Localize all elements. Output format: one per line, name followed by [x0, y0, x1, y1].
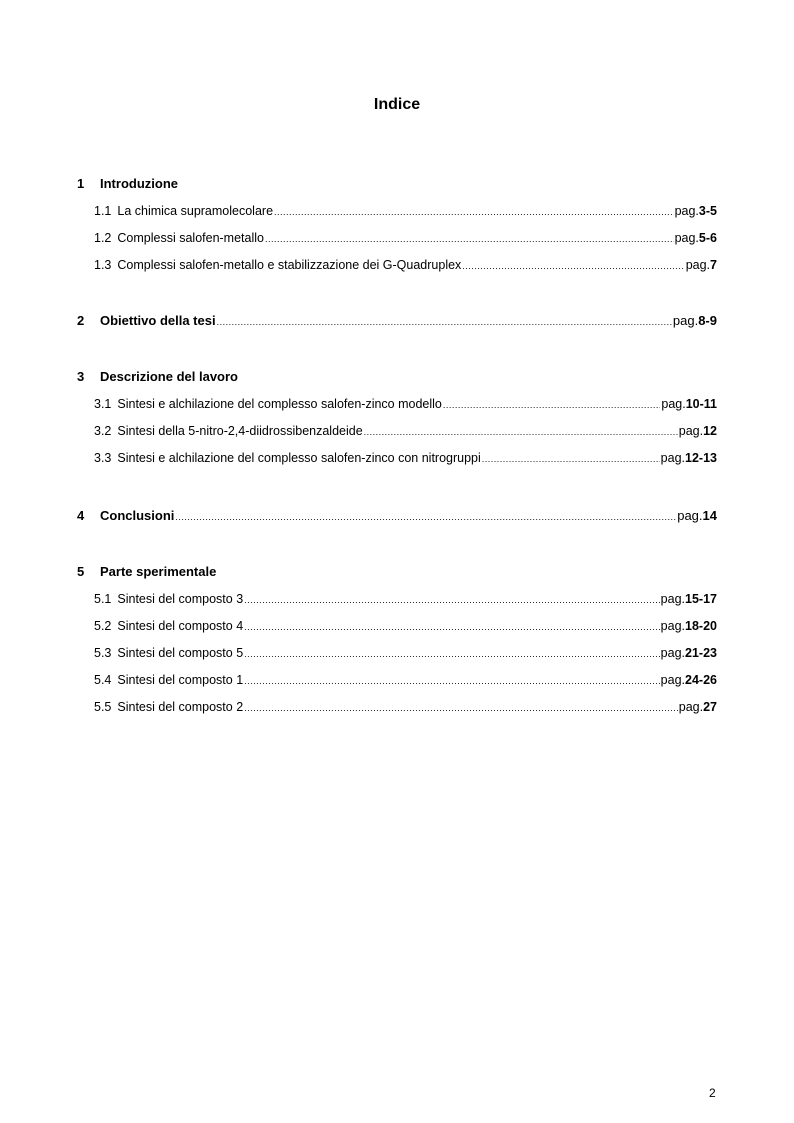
entry-label: La chimica supramolecolare [117, 204, 274, 218]
dot-leader [443, 400, 661, 410]
dot-leader [175, 512, 676, 522]
toc-entry-1-1[interactable] [94, 204, 717, 222]
entry-page-ref: pag.27 [678, 700, 717, 714]
entry-number: 5.1 [94, 592, 112, 606]
entry-label: Complessi salofen-metallo [117, 231, 264, 245]
toc-chapter-4[interactable] [77, 508, 717, 526]
dot-leader [217, 317, 672, 327]
dot-leader [364, 427, 678, 437]
entry-label: Sintesi del composto 4 [117, 619, 244, 633]
toc-entry-5-3[interactable] [94, 646, 717, 664]
toc-entry-3-1[interactable] [94, 397, 717, 415]
chapter-title: Introduzione [100, 176, 178, 191]
entry-page-ref: pag.12 [678, 424, 717, 438]
toc-entry-5-2[interactable] [94, 619, 717, 637]
entry-page-ref: pag.7 [685, 258, 717, 272]
chapter-title: Descrizione del lavoro [100, 369, 238, 384]
chapter-number: 3 [77, 369, 85, 384]
entry-number: 1.3 [94, 258, 112, 272]
dot-leader [274, 207, 674, 217]
toc-entry-5-5[interactable] [94, 700, 717, 718]
toc-chapter-1[interactable] [77, 176, 717, 194]
entry-number: 1.1 [94, 204, 112, 218]
page-number: 2 [709, 1086, 716, 1100]
entry-number: 3.3 [94, 451, 112, 465]
entry-page-ref: pag.10-11 [661, 397, 717, 411]
entry-number: 1.2 [94, 231, 112, 245]
entry-number: 3.2 [94, 424, 112, 438]
dot-leader [244, 595, 660, 605]
toc-entry-3-2[interactable] [94, 424, 717, 442]
entry-page-ref: pag.18-20 [660, 619, 717, 633]
entry-page-ref: pag.21-23 [660, 646, 717, 660]
chapter-number: 1 [77, 176, 85, 191]
toc-entry-3-3[interactable] [94, 451, 717, 469]
dot-leader [244, 649, 660, 659]
chapter-title: Conclusioni [100, 508, 175, 523]
entry-label: Sintesi della 5-nitro-2,4-diidrossibenzaldeide [117, 424, 363, 438]
toc-entry-1-3[interactable] [94, 258, 717, 276]
entry-page-ref: pag.8-9 [672, 313, 717, 328]
entry-page-ref: pag.15-17 [660, 592, 717, 606]
entry-page-ref: pag.12-13 [660, 451, 717, 465]
entry-page-ref: pag.5-6 [674, 231, 717, 245]
page-title: Indice [373, 96, 421, 113]
toc-chapter-3[interactable] [77, 369, 717, 387]
dot-leader [482, 454, 660, 464]
entry-label: Sintesi del composto 3 [117, 592, 244, 606]
entry-number: 3.1 [94, 397, 112, 411]
chapter-title: Obiettivo della tesi [100, 313, 216, 328]
dot-leader [244, 676, 660, 686]
dot-leader [462, 261, 684, 271]
dot-leader [265, 234, 674, 244]
entry-label: Sintesi del composto 5 [117, 646, 244, 660]
chapter-number: 2 [77, 313, 85, 328]
entry-page-ref: pag.14 [677, 508, 717, 523]
toc-entry-5-4[interactable] [94, 673, 717, 691]
entry-number: 5.2 [94, 619, 112, 633]
chapter-number: 4 [77, 508, 85, 523]
toc-entry-5-1[interactable] [94, 592, 717, 610]
chapter-number: 5 [77, 564, 85, 579]
entry-number: 5.5 [94, 700, 112, 714]
toc-chapter-5[interactable] [77, 564, 717, 582]
entry-page-ref: pag.24-26 [660, 673, 717, 687]
entry-label: Sintesi del composto 1 [117, 673, 244, 687]
entry-label: Complessi salofen-metallo e stabilizzazione dei G-Quadruplex [117, 258, 462, 272]
dot-leader [244, 703, 678, 713]
toc-chapter-2[interactable] [77, 313, 717, 331]
toc-entry-1-2[interactable] [94, 231, 717, 249]
entry-page-ref: pag.3-5 [674, 204, 717, 218]
dot-leader [244, 622, 660, 632]
entry-label: Sintesi del composto 2 [117, 700, 244, 714]
entry-label: Sintesi e alchilazione del complesso salofen-zinco modello [117, 397, 442, 411]
chapter-title: Parte sperimentale [100, 564, 217, 579]
entry-number: 5.4 [94, 673, 112, 687]
entry-label: Sintesi e alchilazione del complesso salofen-zinco con nitrogruppi [117, 451, 481, 465]
entry-number: 5.3 [94, 646, 112, 660]
